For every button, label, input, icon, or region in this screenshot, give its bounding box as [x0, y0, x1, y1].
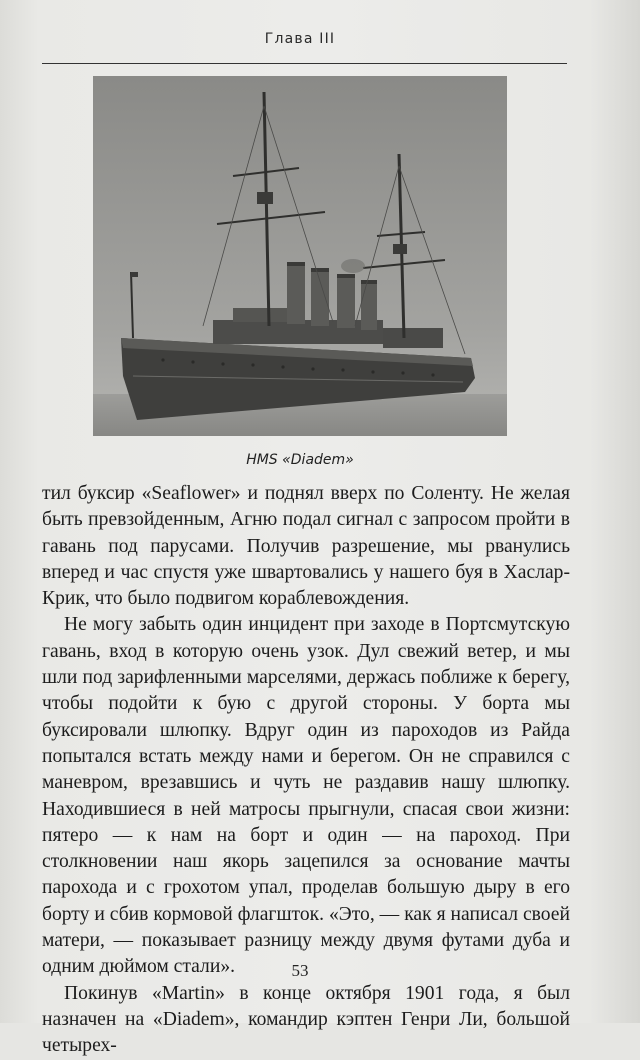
cruiser-illustration — [93, 76, 507, 436]
figure-caption: HMS «Diadem» — [246, 452, 354, 468]
running-head: Глава III — [264, 31, 336, 47]
paragraph: Не могу забыть один инцидент при заходе в Портсмутскую гавань, вход в которую очень узок. Дул свежий ветер, и мы шли под зарифленными марселями, держась поближе к берегу, чтобы подойти к бую с другой стороны. У борта мы буксировали шлюпку. Вдруг один из пароходов из Райда попытался встать между нами и берегом. Он не справился с маневром, врезавшись и чуть не раздавив нашу шлюпку. Находившиеся в ней матросы прыгнули, спасая свои жизни: пятеро — к нам на борт и один — на пароход. При столкновении наш якорь зацепился за основание мачты парохода и с грохотом упал, проделав большую дыру в его борту и сбив кормовой флагшток. «Это, — как я написал своей матери, — показывает разницу между двумя футами дуба и одним дюймом стали». — [42, 614, 570, 978]
paragraph: тил буксир «Seaflower» и поднял вверх по Соленту. Не желая быть превзойденным, Агню подал сигнал с запросом пройти в гавань под парусами. Получив разрешение, мы рванулись вперед и час спустя уже швартовались у нашего буя в Хаслар-Крик, что было подвигом кораблевождения. — [42, 483, 570, 610]
header-rule — [42, 63, 567, 64]
ship-photograph — [93, 76, 507, 436]
page-number: 53 — [291, 961, 309, 980]
paragraph: Покинув «Martin» в конце октября 1901 года, я был назначен на «Diadem», командир кэптен Генри Ли, большой четырех- — [42, 982, 570, 1057]
